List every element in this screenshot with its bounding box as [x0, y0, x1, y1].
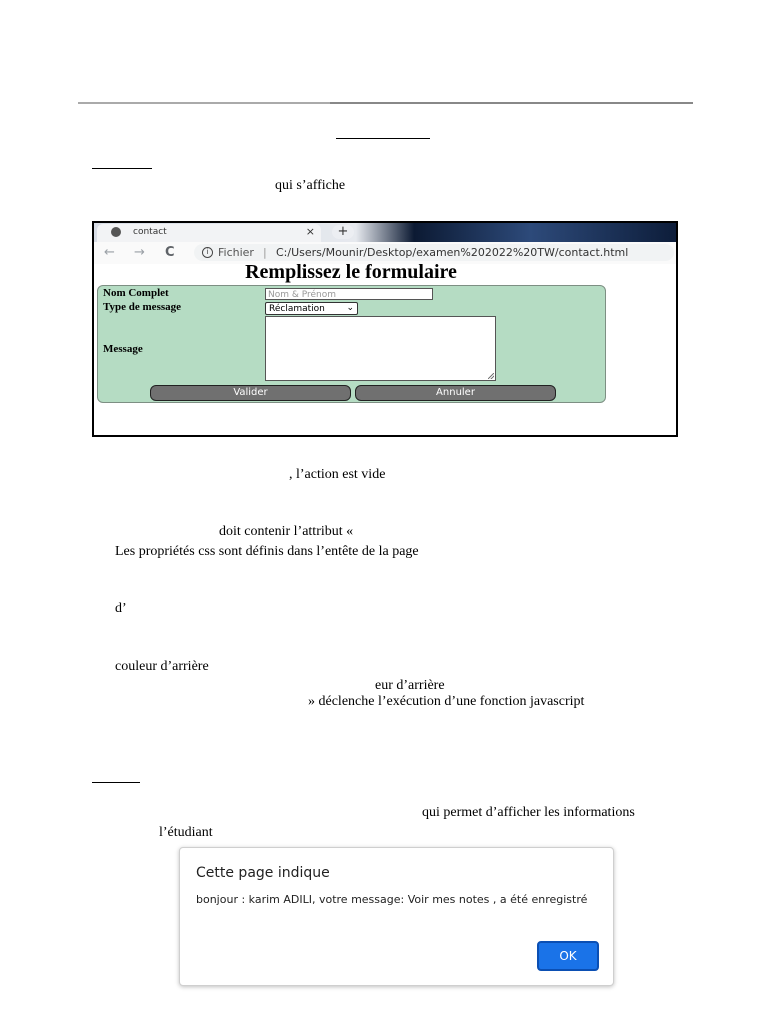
nom-input[interactable]: Nom & Prénom: [265, 288, 433, 300]
form-title: Remplissez le formulaire: [245, 261, 457, 283]
chevron-down-icon: ⌄: [346, 303, 354, 313]
browser-tab[interactable]: [97, 224, 321, 242]
dialog-title: Cette page indique: [196, 865, 330, 881]
tab-title: contact: [133, 227, 167, 237]
header-rule: [78, 102, 693, 104]
doc-line-6: couleur d’arrière: [115, 659, 209, 674]
doc-line-1: qui s’affiche: [275, 178, 346, 193]
doc-line-2: , l’action est vide: [289, 467, 386, 482]
type-label: Type de message: [103, 301, 182, 313]
doc-line-7: eur d’arrière: [375, 678, 445, 693]
browser-tab-bar: [94, 223, 676, 242]
address-bar[interactable]: [194, 244, 674, 261]
type-select-value: Réclamation: [269, 304, 325, 314]
globe-icon: [111, 227, 121, 237]
resize-grip-icon[interactable]: [488, 373, 494, 379]
browser-screenshot: [92, 221, 678, 437]
new-tab-button[interactable]: +: [332, 225, 354, 239]
section-underline-2: [92, 782, 140, 783]
forward-arrow-icon[interactable]: →: [134, 245, 145, 260]
doc-line-9: qui permet d’afficher les informations: [422, 805, 635, 820]
address-scheme-label: Fichier: [218, 246, 254, 259]
validate-button[interactable]: Valider: [150, 385, 351, 401]
close-icon[interactable]: ×: [305, 225, 315, 238]
nom-label: Nom Complet: [103, 287, 169, 299]
back-arrow-icon[interactable]: ←: [104, 245, 115, 260]
message-textarea[interactable]: [265, 316, 496, 381]
info-icon[interactable]: i: [202, 247, 213, 258]
address-separator: |: [263, 246, 267, 259]
doc-line-5: d’: [115, 601, 127, 616]
type-select[interactable]: [265, 302, 358, 315]
address-url: C:/Users/Mounir/Desktop/examen%202022%20TW/contact.html: [276, 246, 629, 259]
contact-form: [97, 285, 606, 403]
dialog-message: bonjour : karim ADILI, votre message: Voir mes notes , a été enregistré: [196, 893, 588, 906]
ok-button[interactable]: OK: [537, 941, 599, 971]
doc-line-4: Les propriétés css sont définis dans l’entête de la page: [115, 544, 419, 559]
title-underline: [336, 138, 430, 139]
section-underline-1: [92, 168, 152, 169]
doc-line-8: » déclenche l’exécution d’une fonction javascript: [308, 694, 585, 709]
doc-line-3: doit contenir l’attribut «: [219, 524, 354, 539]
doc-line-10: l’étudiant: [159, 825, 213, 840]
reload-icon[interactable]: C: [165, 245, 175, 260]
alert-dialog: [179, 847, 614, 986]
cancel-button[interactable]: Annuler: [355, 385, 556, 401]
message-label: Message: [103, 343, 143, 355]
